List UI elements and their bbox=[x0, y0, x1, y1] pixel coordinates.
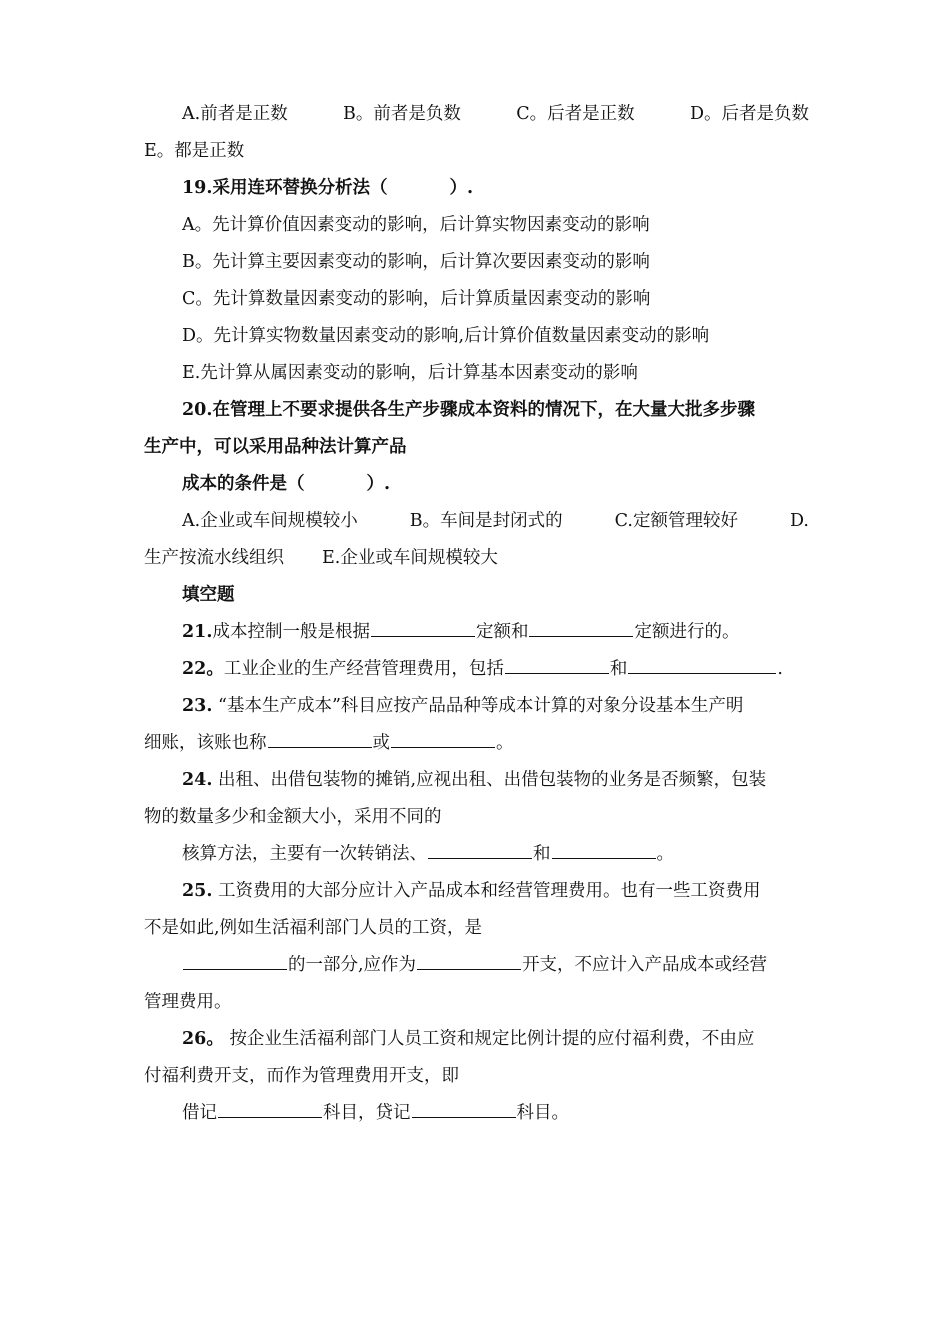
q26-blank-2[interactable] bbox=[412, 1099, 516, 1118]
q18-options-line bbox=[144, 96, 809, 133]
q19-option-c: C。先计算数量因素变动的影响，后计算质量因素变动的影响 bbox=[182, 289, 651, 309]
q22-blank-1[interactable] bbox=[505, 655, 609, 674]
q21-blank-2[interactable] bbox=[529, 618, 633, 637]
q18-option-a: A.前者是正数 bbox=[182, 104, 288, 124]
q24-blank-1[interactable] bbox=[428, 840, 532, 859]
q18-option-e: E。都是正数 bbox=[144, 141, 245, 161]
q20-option-d: D. bbox=[790, 511, 809, 531]
q22: 22。工业企业的生产经营管理费用，包括 和 . bbox=[144, 651, 809, 688]
q20-option-c: C.定额管理较好 bbox=[614, 511, 738, 531]
q24-blank-2[interactable] bbox=[552, 840, 656, 859]
q25-line3: 的一部分,应作为 开支，不应计入产品成本或经营 bbox=[144, 947, 809, 984]
q18-option-d: D。后者是负数 bbox=[689, 104, 809, 124]
q20-option-b: B。车间是封闭式的 bbox=[409, 511, 563, 531]
q21-blank-1[interactable] bbox=[371, 618, 475, 637]
q19-question: 19.采用连环替换分析法（ ）. bbox=[182, 178, 474, 198]
q25-blank-2[interactable] bbox=[417, 951, 521, 970]
q20-options-line2: 生产按流水线组织 E.企业或车间规模较大 bbox=[144, 548, 498, 568]
q20-question-line1: 20.在管理上不要求提供各生产步骤成本资料的情况下，在大量大批多步骤 bbox=[182, 400, 755, 420]
q19-option-a: A。先计算价值因素变动的影响，后计算实物因素变动的影响 bbox=[182, 215, 650, 235]
q26-line2: 付福利费开支，而作为管理费用开支，即 bbox=[144, 1066, 459, 1086]
q26-blank-1[interactable] bbox=[218, 1099, 322, 1118]
q23-blank-2[interactable] bbox=[391, 729, 495, 748]
q18-option-b: B。前者是负数 bbox=[343, 104, 461, 124]
q25-line4: 管理费用。 bbox=[144, 992, 232, 1012]
q26-line3: 借记 科目，贷记 科目。 bbox=[144, 1095, 809, 1132]
document-content bbox=[144, 96, 809, 1132]
q25-blank-1[interactable] bbox=[183, 951, 287, 970]
q24-line3: 核算方法，主要有一次转销法、 和 。 bbox=[144, 836, 809, 873]
q24-line1: 24. 出租、出借包装物的摊销,应视出租、出借包装物的业务是否频繁，包装 bbox=[182, 770, 767, 790]
q21: 21.成本控制一般是根据 定额和 定额进行的。 bbox=[144, 614, 809, 651]
q23-blank-1[interactable] bbox=[268, 729, 372, 748]
q18-option-c: C。后者是正数 bbox=[516, 104, 635, 124]
q20-option-e: E.企业或车间规模较大 bbox=[322, 548, 498, 568]
q19-option-d: D。先计算实物数量因素变动的影响,后计算价值数量因素变动的影响 bbox=[182, 326, 710, 346]
q20-options-line1 bbox=[144, 503, 809, 540]
section-title: 填空题 bbox=[182, 585, 235, 605]
q22-blank-2[interactable] bbox=[628, 655, 776, 674]
q20-question-line2: 生产中，可以采用品种法计算产品 bbox=[144, 437, 407, 457]
q24-line2: 物的数量多少和金额大小，采用不同的 bbox=[144, 807, 442, 827]
q19-option-b: B。先计算主要因素变动的影响，后计算次要因素变动的影响 bbox=[182, 252, 650, 272]
q23-line2: 细账，该账也称 或 。 bbox=[144, 725, 809, 762]
q20-question-line3: 成本的条件是（ ）. bbox=[182, 474, 391, 494]
q25-line2: 不是如此,例如生活福利部门人员的工资，是 bbox=[144, 918, 483, 938]
q20-option-a: A.企业或车间规模较小 bbox=[182, 511, 358, 531]
q23-line1: 23. “基本生产成本”科目应按产品品种等成本计算的对象分设基本生产明 bbox=[182, 696, 744, 716]
q25-line1: 25. 工资费用的大部分应计入产品成本和经营管理费用。也有一些工资费用 bbox=[182, 881, 761, 901]
q19-option-e: E.先计算从属因素变动的影响，后计算基本因素变动的影响 bbox=[182, 363, 638, 383]
q26-line1: 26。 按企业生活福利部门人员工资和规定比例计提的应付福利费，不由应 bbox=[182, 1029, 755, 1049]
